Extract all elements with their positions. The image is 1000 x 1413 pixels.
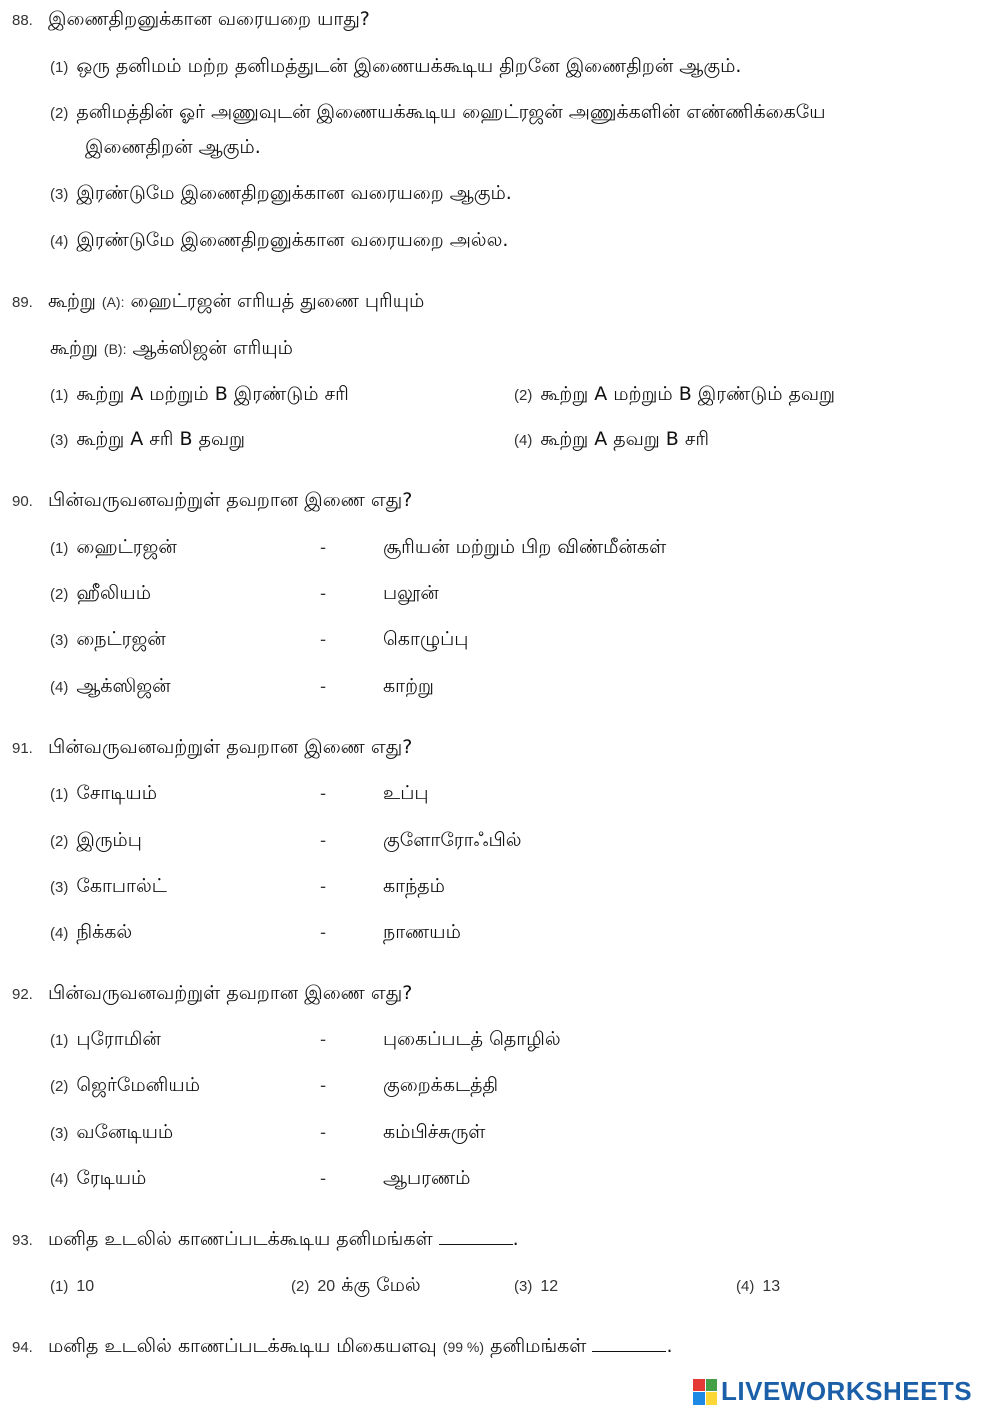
pair-left: ஹைட்ரஜன்: [76, 536, 177, 558]
pair-left: சோடியம்: [76, 782, 157, 804]
pair-right: காற்று: [383, 675, 434, 697]
option-text: 10: [76, 1278, 95, 1295]
statement-label: கூற்று: [50, 337, 98, 359]
statement-tag: (B):: [103, 341, 127, 357]
option-number: (4): [50, 233, 69, 250]
logo-icon: [693, 1379, 717, 1405]
option-number: (1): [50, 59, 69, 76]
option-text: இரண்டுமே இணைதிறனுக்கான வரையறை ஆகும்.: [76, 182, 512, 204]
question-number: 91.: [12, 740, 33, 757]
option-2: [514, 383, 835, 408]
pair-row: [50, 782, 157, 807]
option-text: 13: [762, 1278, 781, 1295]
question-number: 88.: [12, 12, 33, 29]
question-number: 90.: [12, 493, 33, 510]
question-text: மனித உடலில் காணப்படக்கூடிய மிகையளவு: [48, 1335, 437, 1357]
pair-right: உப்பு: [383, 782, 429, 804]
option-4: [50, 229, 508, 254]
question-91-stem: [12, 736, 412, 761]
option-number: (1): [50, 387, 69, 404]
pair-row: [50, 921, 132, 946]
option-number: (2): [50, 1078, 69, 1095]
answer-blank[interactable]: [439, 1228, 513, 1245]
pair-dash: -: [320, 1030, 327, 1050]
option-number: (1): [50, 786, 69, 803]
pair-right: பலூன்: [383, 582, 439, 604]
question-92-stem: [12, 982, 412, 1007]
option-number: (4): [736, 1278, 755, 1295]
option-number: (3): [50, 1125, 69, 1142]
option-number: (2): [514, 387, 533, 404]
pair-left: ஜெர்மேனியம்: [76, 1074, 200, 1096]
pair-left: இரும்பு: [76, 829, 142, 851]
pair-left: ஆக்ஸிஜன்: [76, 675, 171, 697]
option-number: (3): [50, 632, 69, 649]
liveworksheets-logo[interactable]: [693, 1376, 972, 1407]
pair-left: கோபால்ட்: [76, 875, 167, 897]
pair-dash: -: [320, 677, 327, 697]
option-number: (3): [50, 879, 69, 896]
option-1: [50, 55, 741, 80]
pair-right: புகைப்படத் தொழில்: [383, 1028, 561, 1050]
pair-left: புரோமின்: [76, 1028, 161, 1050]
option-1: [50, 1274, 94, 1296]
option-text: இணைதிறன் ஆகும்.: [85, 136, 261, 158]
pair-row: [50, 875, 167, 900]
pair-right: கொழுப்பு: [383, 628, 469, 650]
question-90-stem: [12, 489, 412, 514]
pair-right: நாணயம்: [383, 921, 461, 943]
question-94-stem: [12, 1335, 673, 1360]
question-text: மனித உடலில் காணப்படக்கூடிய தனிமங்கள்: [48, 1228, 433, 1250]
question-text: இணைதிறனுக்கான வரையறை யாது?: [48, 8, 370, 30]
pair-row: [50, 1167, 146, 1192]
option-text: க்கு மேல்: [341, 1274, 421, 1296]
question-88-stem: [12, 8, 370, 33]
pair-row: [50, 536, 177, 561]
pair-right: காந்தம்: [383, 875, 445, 897]
option-text: இரண்டுமே இணைதிறனுக்கான வரையறை அல்ல.: [76, 229, 509, 251]
pair-row: [50, 628, 166, 653]
question-number: 94.: [12, 1339, 33, 1356]
option-number: (3): [50, 186, 69, 203]
option-number: (2): [50, 833, 69, 850]
answer-blank[interactable]: [592, 1335, 666, 1352]
percent-label: (99 %): [442, 1339, 485, 1355]
option-number: (4): [50, 1171, 69, 1188]
option-number: (4): [514, 432, 533, 449]
question-number: 93.: [12, 1232, 33, 1249]
pair-dash: -: [320, 538, 327, 558]
option-number: (1): [50, 1032, 69, 1049]
question-text: பின்வருவனவற்றுள் தவறான இணை எது?: [48, 489, 413, 511]
option-number: (4): [50, 925, 69, 942]
brand-text: LIVEWORKSHEETS: [721, 1376, 973, 1406]
option-3: [50, 182, 512, 207]
statement-b: [50, 337, 293, 362]
pair-left: ரேடியம்: [76, 1167, 147, 1189]
pair-left: ஹீலியம்: [76, 582, 151, 604]
option-text: 12: [540, 1278, 559, 1295]
pair-right: குளோரோஃபில்: [383, 829, 522, 851]
pair-left: வனேடியம்: [76, 1121, 174, 1143]
option-number: (2): [50, 586, 69, 603]
pair-right: ஆபரணம்: [383, 1167, 471, 1189]
question-93-stem: [12, 1228, 519, 1253]
pair-dash: -: [320, 1123, 327, 1143]
pair-dash: -: [320, 923, 327, 943]
option-4: [514, 428, 709, 453]
option-number: (1): [50, 540, 69, 557]
pair-left: நைட்ரஜன்: [76, 628, 166, 650]
option-text: தனிமத்தின் ஓர் அணுவுடன் இணையக்கூடிய ஹைட்ரஜன் அணுக்களின் எண்ணிக்கையே: [76, 101, 826, 123]
option-text: கூற்று A மற்றும் B இரண்டும் தவறு: [540, 383, 836, 405]
pair-row: [50, 1121, 173, 1146]
statement-text: ஆக்ஸிஜன் எரியும்: [132, 337, 293, 359]
question-text-end: தனிமங்கள்: [490, 1335, 587, 1357]
option-number: (3): [514, 1278, 533, 1295]
pair-dash: -: [320, 1169, 327, 1189]
pair-dash: -: [320, 1076, 327, 1096]
option-2-continued: [85, 136, 261, 161]
option-1: [50, 383, 349, 408]
pair-right: குறைக்கடத்தி: [383, 1074, 499, 1096]
period: .: [512, 1228, 519, 1250]
question-number: 89.: [12, 294, 33, 311]
option-4: [736, 1274, 780, 1296]
pair-dash: -: [320, 831, 327, 851]
pair-row: [50, 675, 171, 700]
statement-label: கூற்று: [48, 290, 96, 312]
option-number: (2): [50, 105, 69, 122]
option-text: கூற்று A மற்றும் B இரண்டும் சரி: [76, 383, 349, 405]
pair-right: சூரியன் மற்றும் பிற விண்மீன்கள்: [383, 536, 667, 558]
option-number: (4): [50, 679, 69, 696]
period: .: [666, 1335, 673, 1357]
pair-row: [50, 1028, 161, 1053]
option-number: (2): [291, 1278, 310, 1295]
statement-tag: (A):: [101, 294, 125, 310]
option-text: கூற்று A சரி B தவறு: [76, 428, 246, 450]
pair-row: [50, 829, 142, 854]
option-number: (1): [50, 1278, 69, 1295]
pair-row: [50, 1074, 200, 1099]
option-value: 20: [317, 1278, 336, 1295]
pair-dash: -: [320, 784, 327, 804]
pair-dash: -: [320, 630, 327, 650]
option-3: [514, 1274, 558, 1296]
question-text: பின்வருவனவற்றுள் தவறான இணை எது?: [48, 982, 413, 1004]
question-number: 92.: [12, 986, 33, 1003]
option-text: ஒரு தனிமம் மற்ற தனிமத்துடன் இணையக்கூடிய திறனே இணைதிறன் ஆகும்.: [76, 55, 742, 77]
question-text: பின்வருவனவற்றுள் தவறான இணை எது?: [48, 736, 413, 758]
option-3: [50, 428, 245, 453]
pair-dash: -: [320, 584, 327, 604]
option-2: [50, 101, 826, 126]
pair-dash: -: [320, 877, 327, 897]
statement-a: [12, 290, 424, 315]
pair-left: நிக்கல்: [76, 921, 133, 943]
pair-right: கம்பிச்சுருள்: [383, 1121, 486, 1143]
option-2: [291, 1274, 421, 1299]
option-number: (3): [50, 432, 69, 449]
statement-text: ஹைட்ரஜன் எரியத் துணை புரியும்: [130, 290, 425, 312]
option-text: கூற்று A தவறு B சரி: [540, 428, 710, 450]
pair-row: [50, 582, 151, 607]
